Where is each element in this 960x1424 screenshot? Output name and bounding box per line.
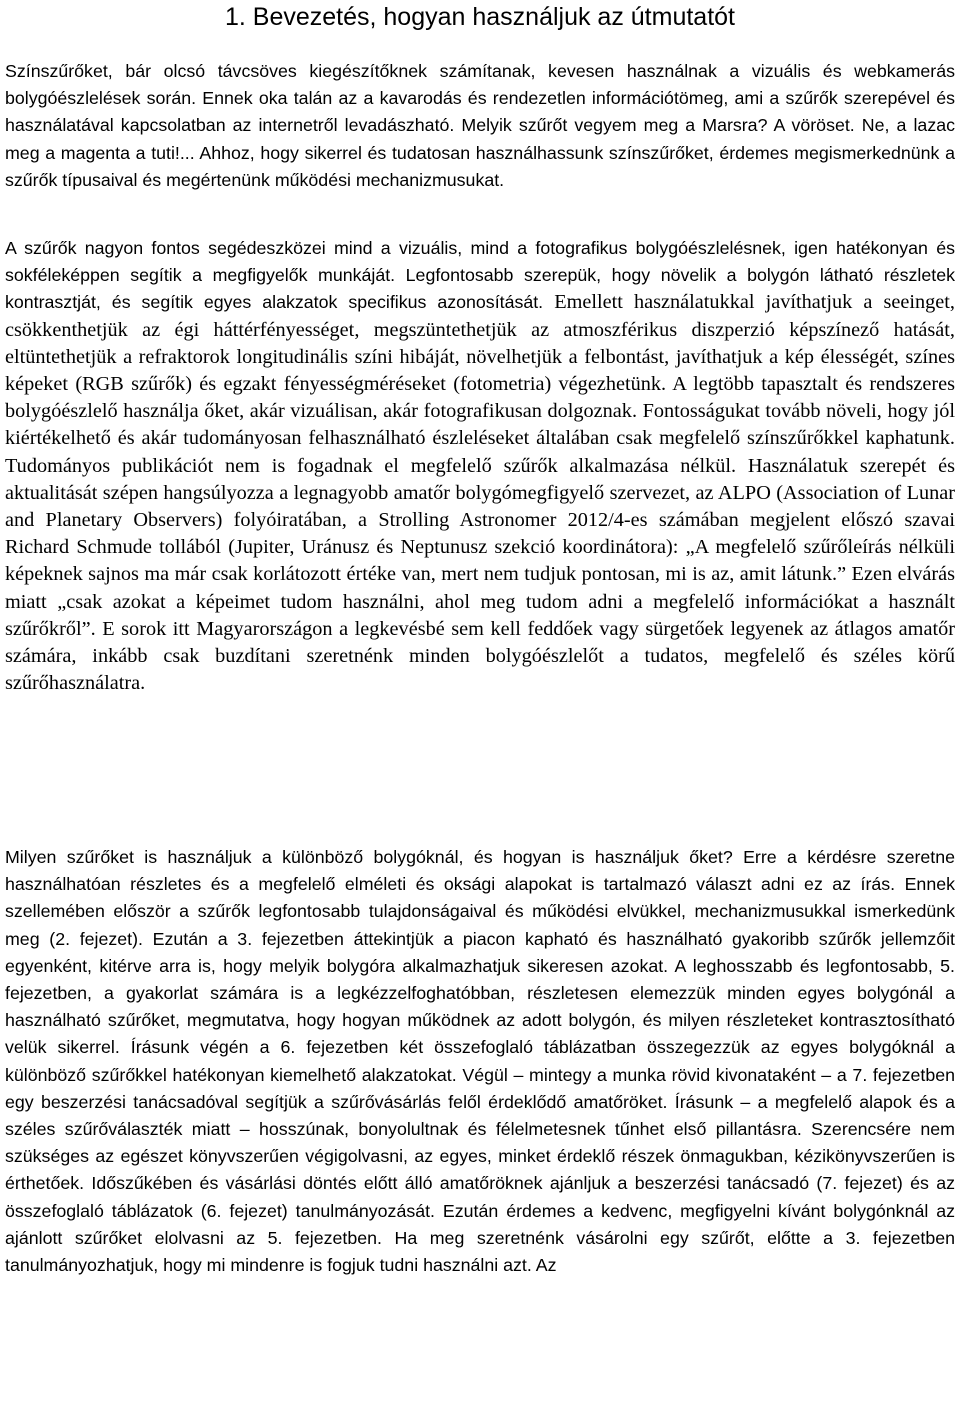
filters-importance-serif-text: Emellett használatukkal javíthatjuk a seeinget, csökkenthetjük az égi háttérfényességet, megszüntethetjük az atmoszférikus diszperzió képszínező hatását, eltüntethetjük a refraktorok longitudinális színi hibáját, növelhetjük a felbontást, javíthatjuk a kép élességét, színes képeket (RGB szűrők) és egzakt fényességméréseket (fotometria) végezhetünk. A legtöbb tapasztalt és rendszeres bolygóészlelő használja őket, akár vizuálisan, akár fotografikusan dolgoznak. Fontosságukat tovább növeli, hogy jól kiértékelhető és akár tudományosan felhasználható észleléseket általában csak megfelelő színszűrőkkel kaphatunk. Tudományos publikációt nem is fogadnak el megfelelő szűrők alkalmazása nélkül. Használatuk szerepét és aktualitását szépen hangsúlyozza a legnagyobb amatőr bolygómegfigyelő szervezet, az ALPO (Association of Lunar and Planetary Observers) folyóiratában, a Strolling Astronomer 2012/4-es számában megjelent előszó szavai Richard Schmude tollából (Jupiter, Uránusz és Neptunusz szekció koordinátora): „A megfelelő szűrőleírás nélküli képeknek sajnos ma már csak korlátozott értéke van, mert nem tudjuk pontosan, mi is az, amit látunk.” Ezen elvárás miatt „csak azokat a képeimet tudom használni, ahol meg tudom adni a megfelelő információkat a használt szűrőkről”. E sorok itt Magyarországon a legkevésbé sem kell feddőek vagy sürgetőek legyenek az átlagos amatőr számára, inkább csak buzdítani szeretnénk minden bolygóészlelőt a tudatos, megfelelő és széles körű szűrőhasználatra. (5, 291, 955, 695)
intro-paragraph: Színszűrőket, bár olcsó távcsöves kiegészítőknek számítanak, kevesen használnak a vizuális és webkamerás bolygóészlelések során. Ennek oka talán az a kavarodás és rendezetlen információtömeg, ami a szűrők szerepével és használatával kapcsolatban az internetről levadászható. Melyik szűrőt vegyem meg a Marsra? A vöröset. Ne, a lazac meg a magenta a tuti!... Ahhoz, hogy sikerrel és tudatosan használhassunk színszűrőket, érdemes megismerkednünk a szűrők típusaival és megértenünk működési mechanizmusukat. (5, 61, 955, 190)
guide-structure-paragraph: Milyen szűrőket is használjuk a különböző bolygóknál, és hogyan is használjuk őket? Erre a kérdésre szeretne használhatóan részletes és a megfelelő elméleti és oksági alapokat is tartalmazó választ adni ez az írás. Ennek szellemében először a szűrők legfontosabb tulajdonságaival és működési elvükkel, mechanizmusukkal ismerkedünk meg (2. fejezet). Ezután a 3. fejezetben áttekintjük a piacon kapható és használható gyakoribb szűrők jellemzőit egyenként, kitérve arra is, hogy melyik bolygóra alkalmazhatjuk sikeresen azokat. A leghosszabb és legfontosabb, 5. fejezetben, a gyakorlat számára is a legkézzelfoghatóbban, részletesen elemezzük minden egyes bolygónál a használható szűrőket, megmutatva, hogy hogyan működnek az adott bolygón, és milyen részleteket kontrasztosítható velük sikerrel. Írásunk végén a 6. fejezetben két összefoglaló táblázatban összegezzük az egyes bolygóknál a különböző szűrőkkel hatékonyan kiemelhető alakzatokat. Végül – mintegy a munka rövid kivonataként – a 7. fejezetben egy beszerzési tanácsadóval segítjük a szűrővásárlás felől érdeklődő amatőröket. Írásunk – a megfelelő alapok és a széles szűrőválaszték miatt – hosszúnak, bonyolultnak és félelmetesnek tűnhet első pillantásra. Szerencsére nem szükséges az egészet könyvszerűen végigolvasni, az egyes, minket érdeklő részek önmagukban, kézikönyvszerűen is érthetőek. Időszűkében és vásárlási döntés előtt álló amatőröknek ajánljuk a beszerzési tanácsadó (7. fejezet) és az összefoglaló táblázatok (6. fejezet) tanulmányozását. Ezután érdemes a kedvenc, megfigyelni kívánt bolygónknál az ajánlott szűrőket elolvasni az 5. fejezetben. Ha meg szeretnénk vásárolni egy szűrőt, előtte a 3. fejezetben tanulmányozhatjuk, hogy mi mindenre is fogjuk tudni használni azt. Az (5, 847, 955, 1276)
chapter-heading: 1. Bevezetés, hogyan használjuk az útmutatót (224, 3, 736, 31)
filters-importance-sans-text: A szűrők nagyon fontos segédeszközei mind a vizuális, mind a fotografikus bolygóészlelésnek, igen hatékonyan és sokféleképpen segítik a megfigyelők munkáját. Legfontosabb szerepük, hogy növelik a bolygón látható részletek kontrasztját, és segítik egyes alakzatok specifikus azonosítását. (5, 238, 955, 313)
filters-importance-paragraph (5, 235, 955, 697)
